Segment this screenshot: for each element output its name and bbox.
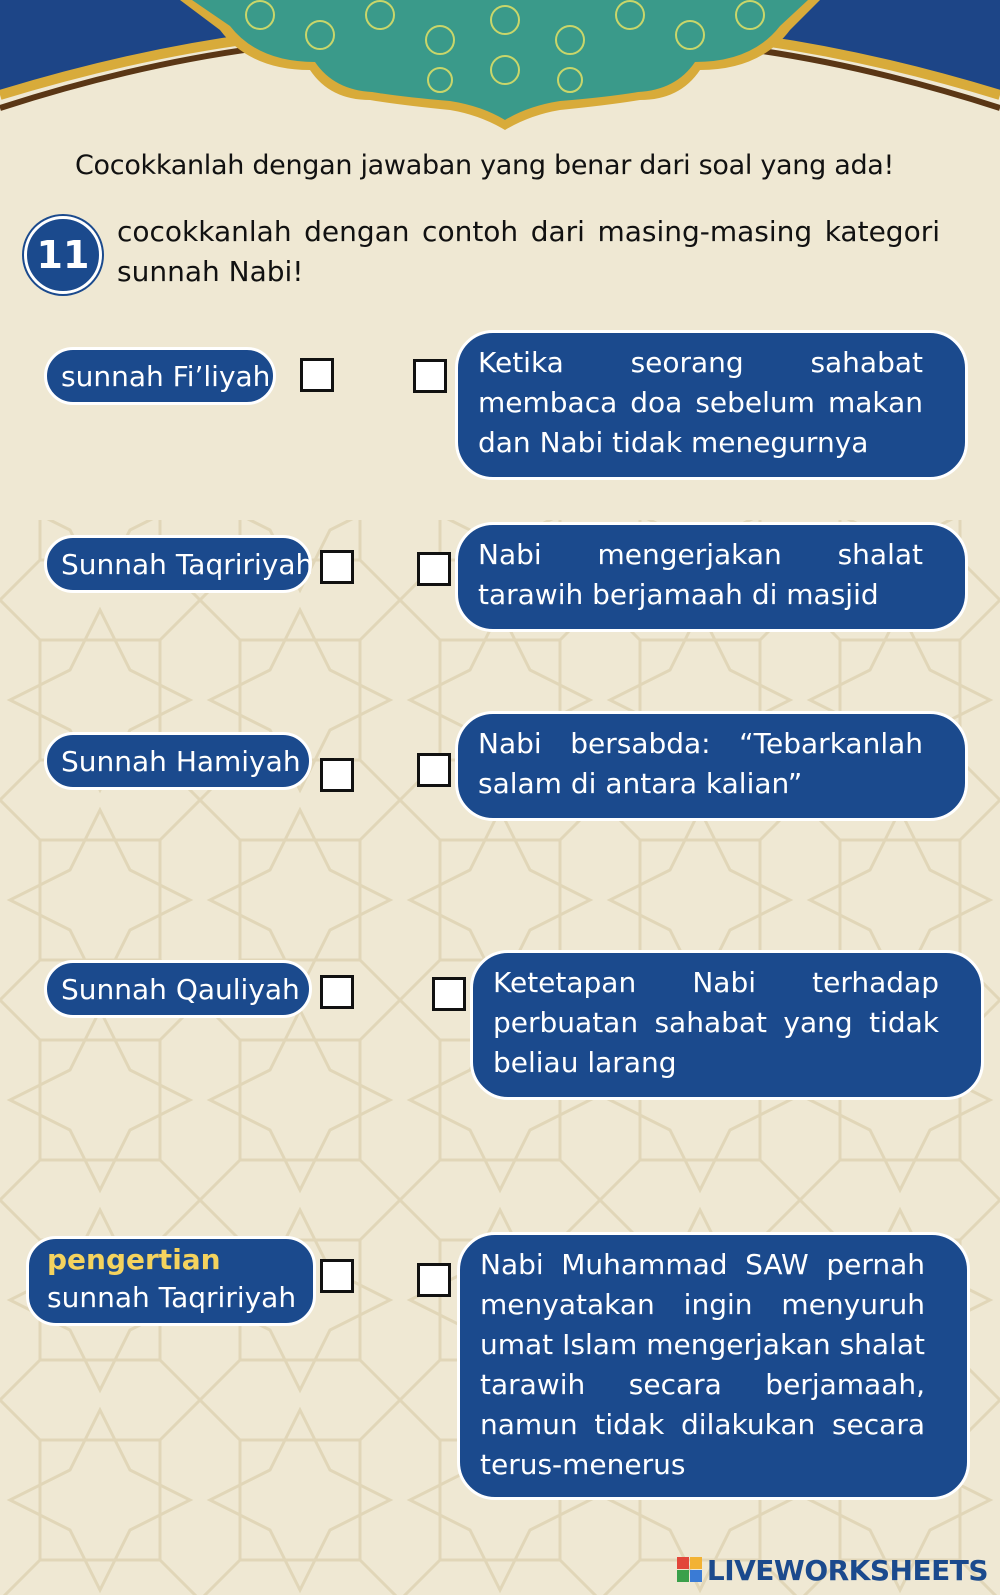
question-number-badge: 11 xyxy=(24,216,102,294)
left-item-label: Sunnah Taqririyah xyxy=(61,547,314,581)
right-item-1: Ketika seorang sahabat membaca doa sebelum makan dan Nabi tidak menegurnya xyxy=(455,330,968,480)
left-item-label: sunnah Fi’liyah xyxy=(61,359,271,393)
left-match-box-2[interactable] xyxy=(320,550,354,584)
left-item-3 xyxy=(44,732,312,790)
left-item-label: sunnah Taqririyah xyxy=(47,1281,297,1314)
right-item-3: Nabi bersabda: “Tebarkanlah salam di antara kalian” xyxy=(455,711,968,821)
left-item-label: Sunnah Qauliyah xyxy=(61,972,300,1006)
left-item-4 xyxy=(44,960,312,1018)
instruction-text: Cocokkanlah dengan jawaban yang benar dari soal yang ada! xyxy=(75,150,895,181)
right-match-box-3[interactable] xyxy=(417,753,451,787)
right-item-5: Nabi Muhammad SAW pernah menyatakan ingin menyuruh umat Islam mengerjakan shalat tarawih secara berjamaah, namun tidak dilakukan secara terus-menerus xyxy=(457,1232,970,1500)
liveworksheets-logo-text: LIVEWORKSHEETS xyxy=(706,1553,988,1587)
left-item-label: Sunnah Hamiyah xyxy=(61,744,301,778)
liveworksheets-logo xyxy=(677,1552,988,1588)
right-match-box-1[interactable] xyxy=(413,359,447,393)
left-item-5 xyxy=(26,1236,316,1326)
left-match-box-5[interactable] xyxy=(320,1259,354,1293)
left-match-box-1[interactable] xyxy=(300,358,334,392)
header-ornament xyxy=(0,0,1000,140)
left-match-box-4[interactable] xyxy=(320,975,354,1009)
right-match-box-4[interactable] xyxy=(432,977,466,1011)
left-match-box-3[interactable] xyxy=(320,758,354,792)
left-item-highlight: pengertian xyxy=(47,1243,221,1276)
right-item-4: Ketetapan Nabi terhadap perbuatan sahabat yang tidak beliau larang xyxy=(470,950,984,1100)
left-item-2 xyxy=(44,535,312,593)
liveworksheets-logo-icon xyxy=(677,1557,703,1583)
question-text: cocokkanlah dengan contoh dari masing-masing kategori sunnah Nabi! xyxy=(117,215,940,288)
left-item-1 xyxy=(44,347,276,405)
right-match-box-5[interactable] xyxy=(417,1263,451,1297)
right-match-box-2[interactable] xyxy=(417,552,451,586)
right-item-2: Nabi mengerjakan shalat tarawih berjamaah di masjid xyxy=(455,522,968,632)
